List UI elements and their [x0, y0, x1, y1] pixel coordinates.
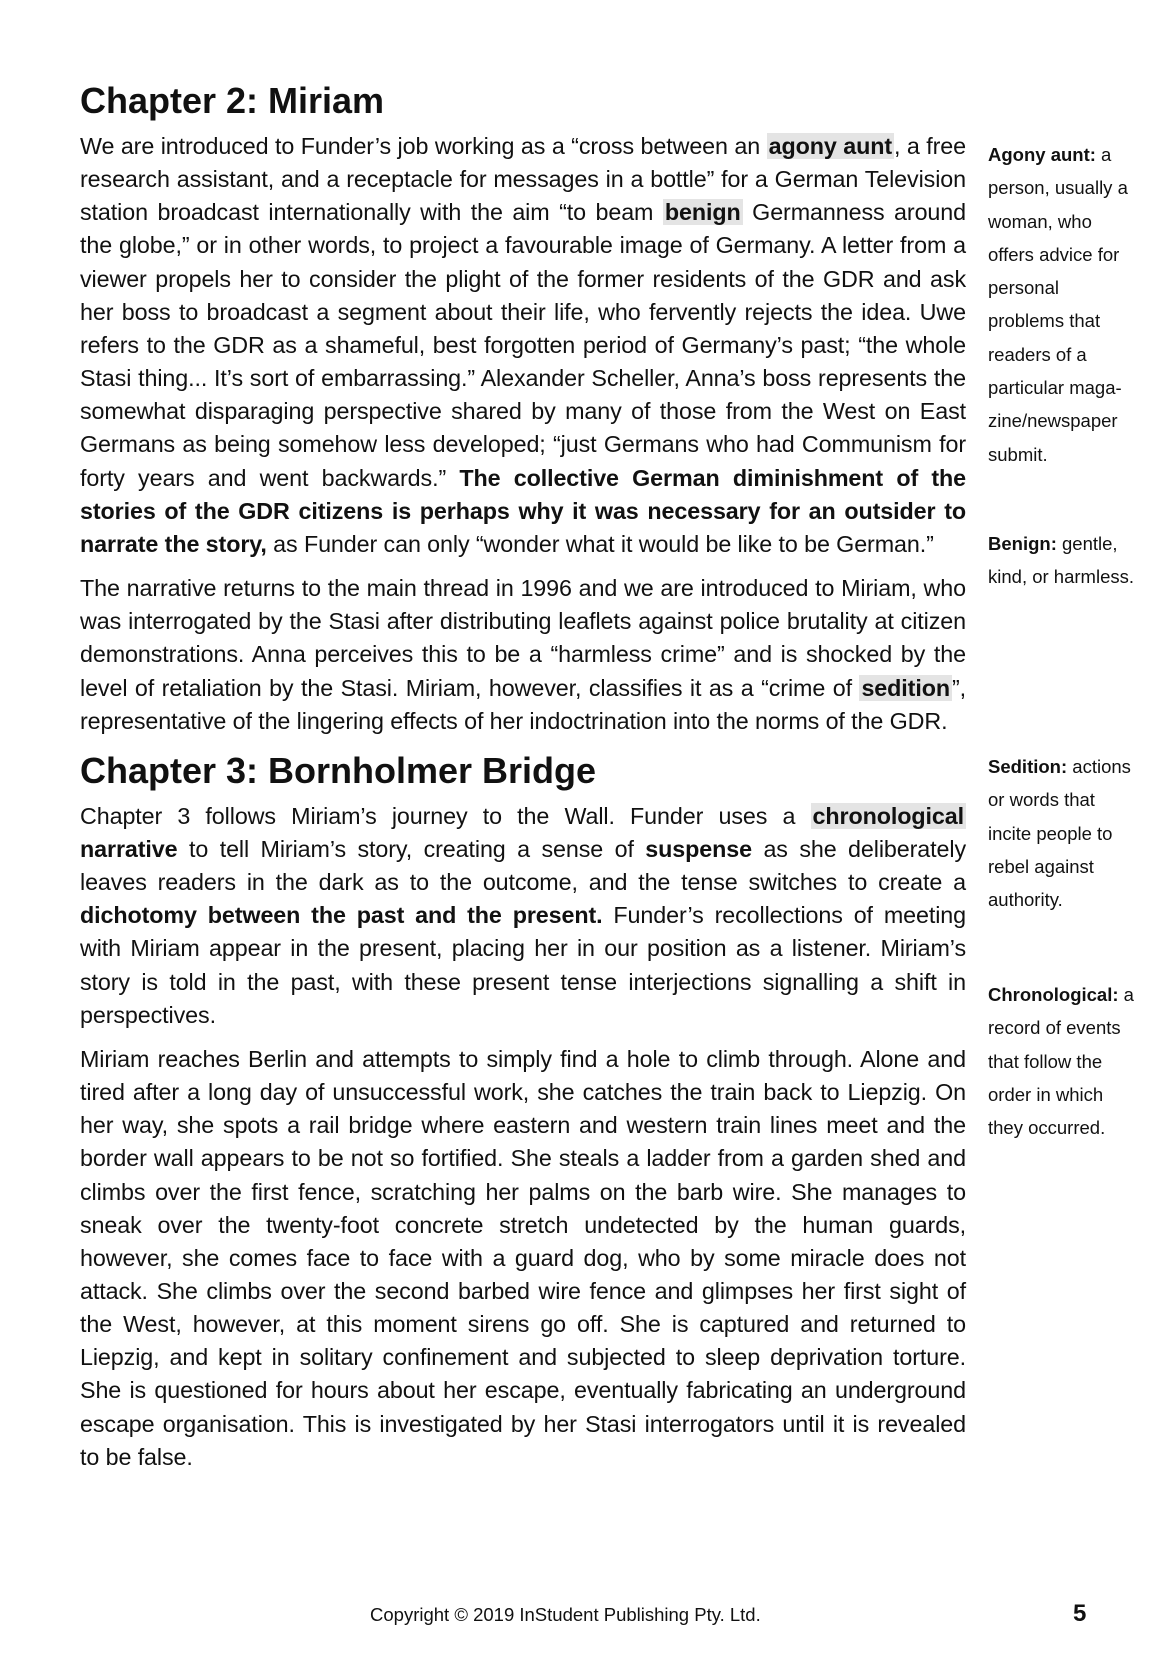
- glossary-term: Chronological:: [988, 984, 1119, 1005]
- text-run: We are introduced to Funder’s job working as a “cross between an: [80, 133, 767, 159]
- highlight-benign: benign: [664, 199, 741, 226]
- bold-text: The collective German diminishment of the stories of the GDR citizens is perhaps why it was necessary for an outsider to narrate the story,: [80, 464, 966, 557]
- highlight-chronological: chronological: [812, 802, 964, 829]
- bold-text: narrative: [80, 835, 178, 862]
- copyright-text: Copyright © 2019 InStudent Publishing Pty. Ltd.: [370, 1604, 761, 1625]
- chapter-3-paragraph-1: [80, 800, 966, 1032]
- glossary-agony-aunt: [988, 138, 1138, 471]
- bold-text: suspense: [645, 835, 752, 862]
- glossary-term: Agony aunt:: [988, 144, 1096, 165]
- glossary-term: Benign:: [988, 533, 1057, 554]
- highlight-sedition: sedition: [861, 674, 950, 701]
- chapter-3-heading: Chapter 3: Bornholmer Bridge: [80, 749, 597, 791]
- glossary-chronological: [988, 978, 1138, 1144]
- chapter-3-paragraph-2: Miriam reaches Berlin and attempts to simply find a hole to climb through. Alone and tired after a long day of unsuccessful work, she catches the train back to Liepzig. On her way, she spots a rail bridge where eastern and western train lines meet and the border wall appears to be not so fortified. She steals a ladder from a garden shed and climbs over the first fence, scratching her palms on the barb wire. She manages to sneak over the twenty-foot concrete stretch undetected by the human guards, however, she comes face to face with a guard dog, who by some miracle does not attack. She climbs over the second barbed wire fence and glimpses her first sight of the West, however, at this moment sirens go off. She is captured and returned to Liepzig, and kept in solitary confinement and subjected to sleep deprivation torture. She is questioned for hours about her escape, eventually fabricating an underground escape organisation. This is investigated by her Stasi interrogators until it is revealed to be false.: [80, 1045, 966, 1470]
- glossary-benign: [988, 527, 1138, 594]
- chapter-2-paragraph-2: [80, 572, 966, 738]
- glossary-definition: gentle, kind, or harmless.: [988, 533, 1134, 588]
- text-run: , a free research assistant, and a receptacle for messages in a bottle” for a German Television station broadcast internationally with the aim “to beam: [80, 133, 967, 226]
- glossary-definition: a record of events that follow the order in which they occurred.: [988, 984, 1134, 1139]
- text-run: ”, representative of the lingering effects of her indoctrination into the norms of the GDR.: [80, 674, 966, 734]
- text-run: Funder’s recollections of meeting with Miriam appear in the present, placing her in our position as a listener. Miriam’s story is told in the past, with these present tense interjections signalling a shift in perspectives.: [80, 902, 967, 1028]
- text-run: Chapter 3 follows Miriam’s journey to the Wall. Funder uses a: [80, 802, 811, 829]
- chapter-2-heading: Chapter 2: Miriam: [80, 80, 385, 121]
- text-run: to tell Miriam’s story, creating a sense of: [177, 835, 646, 862]
- glossary-term: Sedition:: [988, 756, 1068, 777]
- main-column: [80, 74, 966, 1474]
- highlight-agony-aunt: agony aunt: [768, 133, 893, 159]
- text-run: Germanness around the globe,” or in other words, to project a favourable image of Germany. A letter from a viewer propels her to consider the plight of the former residents of the GDR and ask her boss to broadcast a segment about their life, who fervently rejects the idea. Uwe refers to the GDR as a shameful, best forgotten period of Germany’s past; “the whole Stasi thing... It’s sort of embarrassing.” Alexander Scheller, Anna’s boss represents the somewhat disparaging perspective shared by many of those from the West on East Germans as being somehow less developed; “just Germans who had Communism for forty years and went backwards.”: [80, 199, 967, 491]
- text-run: as she deliberately leaves readers in the dark as to the outcome, and the tense switches to create a: [80, 835, 966, 896]
- text-run: as Funder can only “wonder what it would be like to be German.”: [266, 530, 934, 557]
- glossary-definition: a person, usually a woman, who offers advice for personal problems that readers of a particular maga-zine/newspaper submit.: [988, 144, 1128, 465]
- glossary-definition: actions or words that incite people to rebel against authority.: [988, 756, 1131, 911]
- bold-text: dichotomy between the past and the present.: [80, 902, 603, 929]
- text-run: The narrative returns to the main thread in 1996 and we are introduced to Miriam, who was interrogated by the Stasi after distributing leaflets against police brutality at citizen demonstrations. Anna perceives this to be a “harmless crime” and is shocked by the level of retaliation by the Stasi. Miriam, however, classifies it as a “crime of: [80, 575, 966, 701]
- chapter-2-paragraph-1: [80, 130, 966, 561]
- glossary-sedition: [988, 750, 1138, 916]
- page-number: 5: [1073, 1600, 1087, 1627]
